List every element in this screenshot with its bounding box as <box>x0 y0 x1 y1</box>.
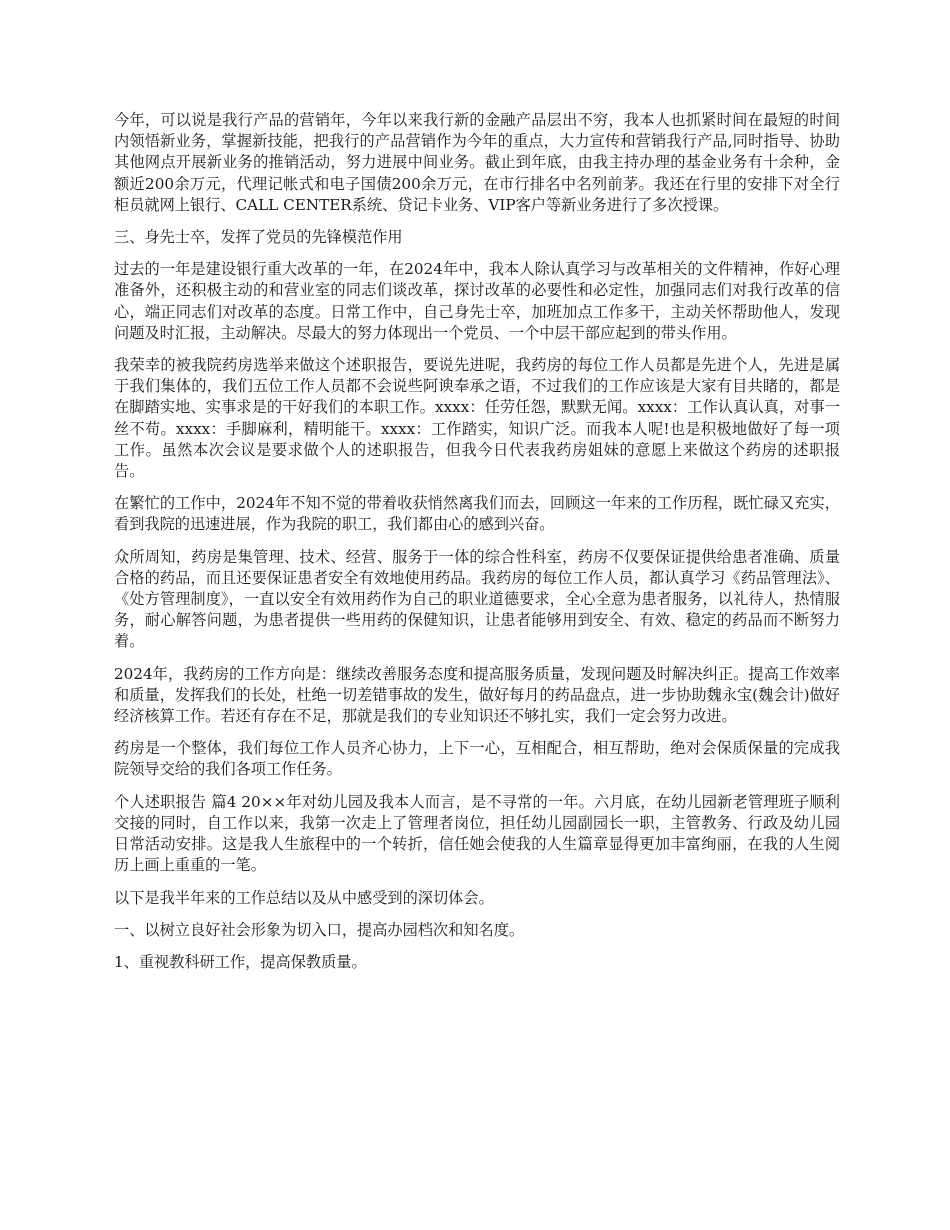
paragraph-teamwork: 药房是一个整体，我们每位工作人员齐心协力，上下一心，互相配合，相互帮助，绝对会保质保量的完成我院领导交给的我们各项工作任务。 <box>114 739 840 779</box>
paragraph-reform: 过去的一年是建设银行重大改革的一年，在2024年中，我本人除认真学习与改革相关的文件精神，作好心理准备外，还积极主动的和营业室的同志们谈改革，探讨改革的必要性和必定性，加强同志们对我行改革的信心，端正同志们对改革的态度。日常工作中，自己身先士卒，加班加点工作多干，主动关怀帮助他人，发现问题及时汇报，主动解决。尽最大的努力体现出一个党员、一个中层干部应起到的带头作用。 <box>114 260 840 342</box>
heading-party-member: 三、身先士卒，发挥了党员的先锋模范作用 <box>114 228 403 247</box>
heading-social-image: 一、以树立良好社会形象为切入口，提高办园档次和知名度。 <box>114 920 525 939</box>
paragraph-busy-year: 在繁忙的工作中，2024年不知不觉的带着收获悄然离我们而去，回顾这一年来的工作历程，既忙碌又充实，看到我院的迅速进展，作为我院的职工，我们都由心的感到兴奋。 <box>114 494 840 534</box>
paragraph-kindergarten: 个人述职报告 篇4 20××年对幼儿园及我本人而言，是不寻常的一年。六月底，在幼儿园新老管理班子顺利交接的同时，自工作以来，我第一次走上了管理者岗位，担任幼儿园副园长一职，主管教务、行政及幼儿园日常活动安排。这是我人生旅程中的一个转折，信任她会使我的人生篇章显得更加丰富绚丽，在我的人生阅历上画上重重的一笔。 <box>114 792 840 875</box>
heading-research: 1、重视教科研工作，提高保教质量。 <box>114 952 367 971</box>
paragraph-summary-intro: 以下是我半年来的工作总结以及从中感受到的深切体会。 <box>114 888 494 907</box>
paragraph-marketing: 今年，可以说是我行产品的营销年，今年以来我行新的金融产品层出不穷，我本人也抓紧时间在最短的时间内领悟新业务，掌握新技能，把我行的产品营销作为今年的重点，大力宣传和营销我行产品,同时指导、协助其他网点开展新业务的推销活动，努力进展中间业务。截止到年底，由我主持办理的基金业务有十余种，金额近200余万元，代理记帐式和电子国债200余万元，在市行排名中名列前茅。我还在行里的安排下对全行柜员就网上银行、CALL CENTER系统、贷记卡业务、VIP客户等新业务进行了多次授课。 <box>114 111 840 214</box>
document-body <box>114 110 840 984</box>
paragraph-work-direction: 2024年，我药房的工作方向是：继续改善服务态度和提高服务质量，发现问题及时解决纠正。提高工作效率和质量，发挥我们的长处，杜绝一切差错事故的发生，做好每月的药品盘点，进一步协助魏永宝(魏会计)做好经济核算工作。若还有存在不足，那就是我们的专业知识还不够扎实，我们一定会努力改进。 <box>114 664 840 726</box>
paragraph-pharmacy-duties: 众所周知，药房是集管理、技术、经营、服务于一体的综合性科室，药房不仅要保证提供给患者准确、质量合格的药品，而且还要保证患者安全有效地使用药品。我药房的每位工作人员，都认真学习《药品管理法》、《处方管理制度》，一直以安全有效用药作为自己的职业道德要求，全心全意为患者服务，以礼待人，热情服务，耐心解答问题，为患者提供一些用药的保健知识，让患者能够用到安全、有效、稳定的药品而不断努力着。 <box>114 547 840 651</box>
paragraph-pharmacy-report: 我荣幸的被我院药房选举来做这个述职报告，要说先进呢，我药房的每位工作人员都是先进个人，先进是属于我们集体的，我们五位工作人员都不会说些阿谀奉承之语，不过我们的工作应该是大家有目共睹的，都是在脚踏实地、实事求是的干好我们的本职工作。xxxx：任劳任怨，默默无闻。xxxx：工作认真认真，对事一丝不苟。xxxx：手脚麻利，精明能干。xxxx：工作踏实，知识广泛。而我本人呢!也是积极地做好了每一项工作。虽然本次会议是要求做个人的述职报告，但我今日代表我药房姐妹的意愿上来做这个药房的述职报告。 <box>114 356 840 481</box>
